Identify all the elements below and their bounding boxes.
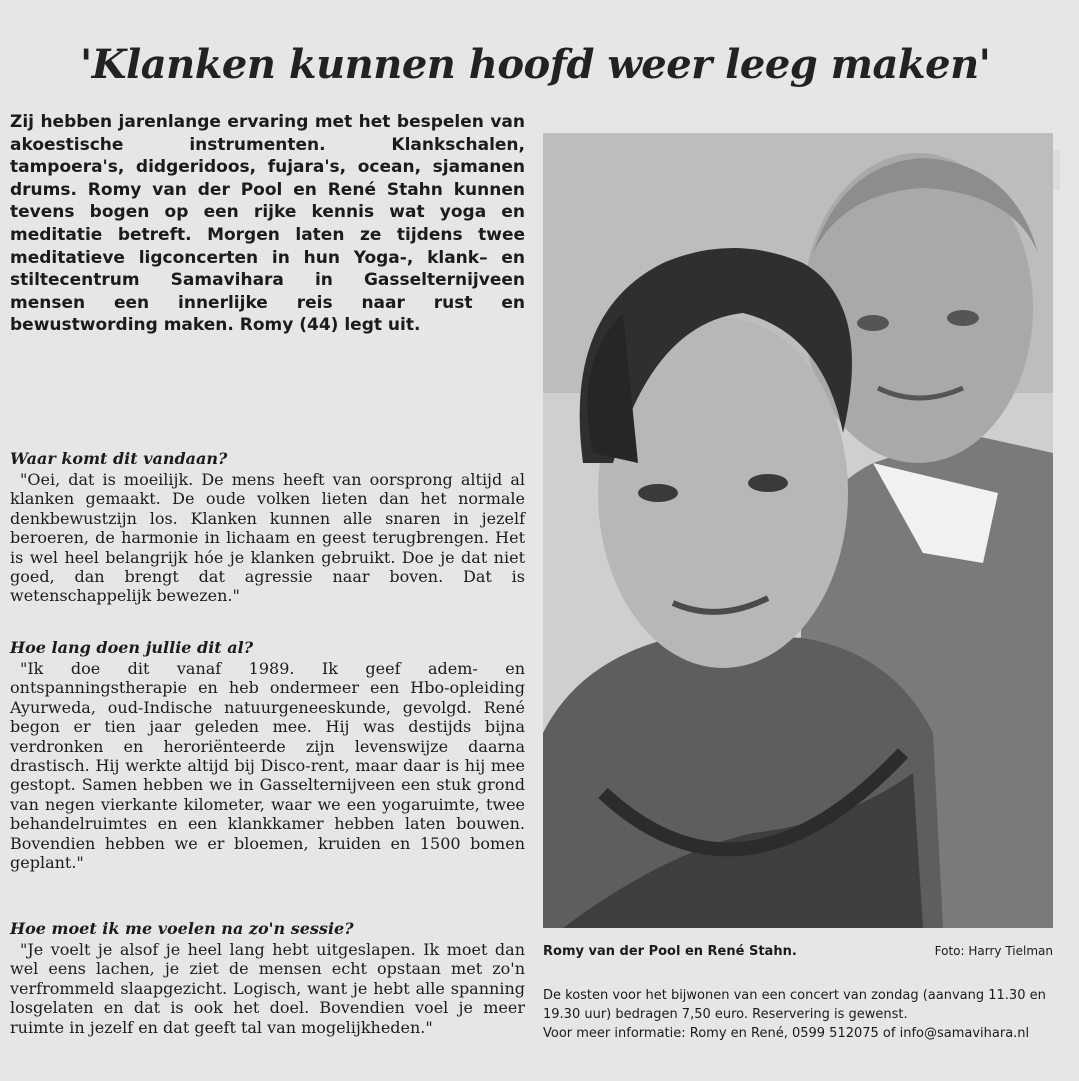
question: Hoe lang doen jullie dit al? bbox=[10, 638, 254, 657]
qa-block-1 bbox=[10, 448, 525, 606]
answer: "Oei, dat is moeilijk. De mens heeft van oorsprong altijd al klanken gemaakt. De oude volken lieten dan het normale denkbewustzijn los. Klanken kunnen alle snaren in jezelf beroeren, de harmonie in lichaam en geest terugbrengen. Het is wel heel belangrijk hóe je klanken gebruikt. Doe je dat niet goed, dan brengt dat agressie naar boven. Dat is wetenschappelijk bewezen." bbox=[10, 470, 525, 606]
answer: "Je voelt je alsof je heel lang hebt uitgeslapen. Ik moet dan wel eens lachen, je ziet de mensen echt opstaan met zo'n verfrommeld slaapgezicht. Logisch, want je hebt alle spanning losgelaten en dat is ook het doel. Bovendien voel je meer ruimte in jezelf en dat geeft tal van mogelijkheden." bbox=[10, 940, 525, 1037]
caption-text: Romy van der Pool en René Stahn. bbox=[543, 944, 797, 959]
photo-caption bbox=[543, 944, 1053, 959]
event-info bbox=[543, 986, 1058, 1043]
question: Waar komt dit vandaan? bbox=[10, 449, 228, 468]
question: Hoe moet ik me voelen na zo'n sessie? bbox=[10, 919, 354, 938]
portrait-photo bbox=[543, 133, 1053, 928]
article-intro: Zij hebben jarenlange ervaring met het bespelen van akoestische instrumenten. Klankschalen, tampoera's, didgeridoos, fujara's, ocean, sjamanen drums. Romy van der Pool en René Stahn kunnen tevens bogen op een rijke kennis wat yoga en meditatie betreft. Morgen laten ze tijdens twee meditatieve ligconcerten in hun Yoga-, klank– en stiltecentrum Samavihara in Gasselternijveen mensen een innerlijke reis naar rust en bewustwording maken. Romy (44) legt uit. bbox=[10, 112, 525, 336]
cost-info: De kosten voor het bijwonen van een concert van zondag (aanvang 11.30 en 19.30 uur) bedragen 7,50 euro. Reservering is gewenst. bbox=[543, 988, 1046, 1022]
contact-info: Voor meer informatie: Romy en René, 0599 512075 of info@samavihara.nl bbox=[543, 1026, 1030, 1041]
answer: "Ik doe dit vanaf 1989. Ik geef adem- en ontspanningstherapie en heb ondermeer een Hbo-opleiding Ayurweda, oud-Indische natuurgeneeskunde, gevolgd. René begon er tien jaar geleden mee. Hij was destijds bijna verdronken en heroriënteerde zijn levenswijze daarna drastisch. Hij werkte altijd bij Disco-rent, maar daar is hij mee gestopt. Samen hebben we in Gasselternijveen een stuk grond van negen vierkante kilometer, waar we een yogaruimte, twee behandelruimtes en een klankkamer hebben laten bouwen. Bovendien hebben we er bloemen, kruiden en 1500 bomen geplant." bbox=[10, 659, 525, 873]
qa-block-2 bbox=[10, 637, 525, 872]
article-headline: 'Klanken kunnen hoofd weer leeg maken' bbox=[80, 40, 991, 88]
portrait-illustration bbox=[543, 133, 1053, 928]
qa-block-3 bbox=[10, 918, 525, 1037]
photo-credit: Foto: Harry Tielman bbox=[934, 944, 1053, 958]
